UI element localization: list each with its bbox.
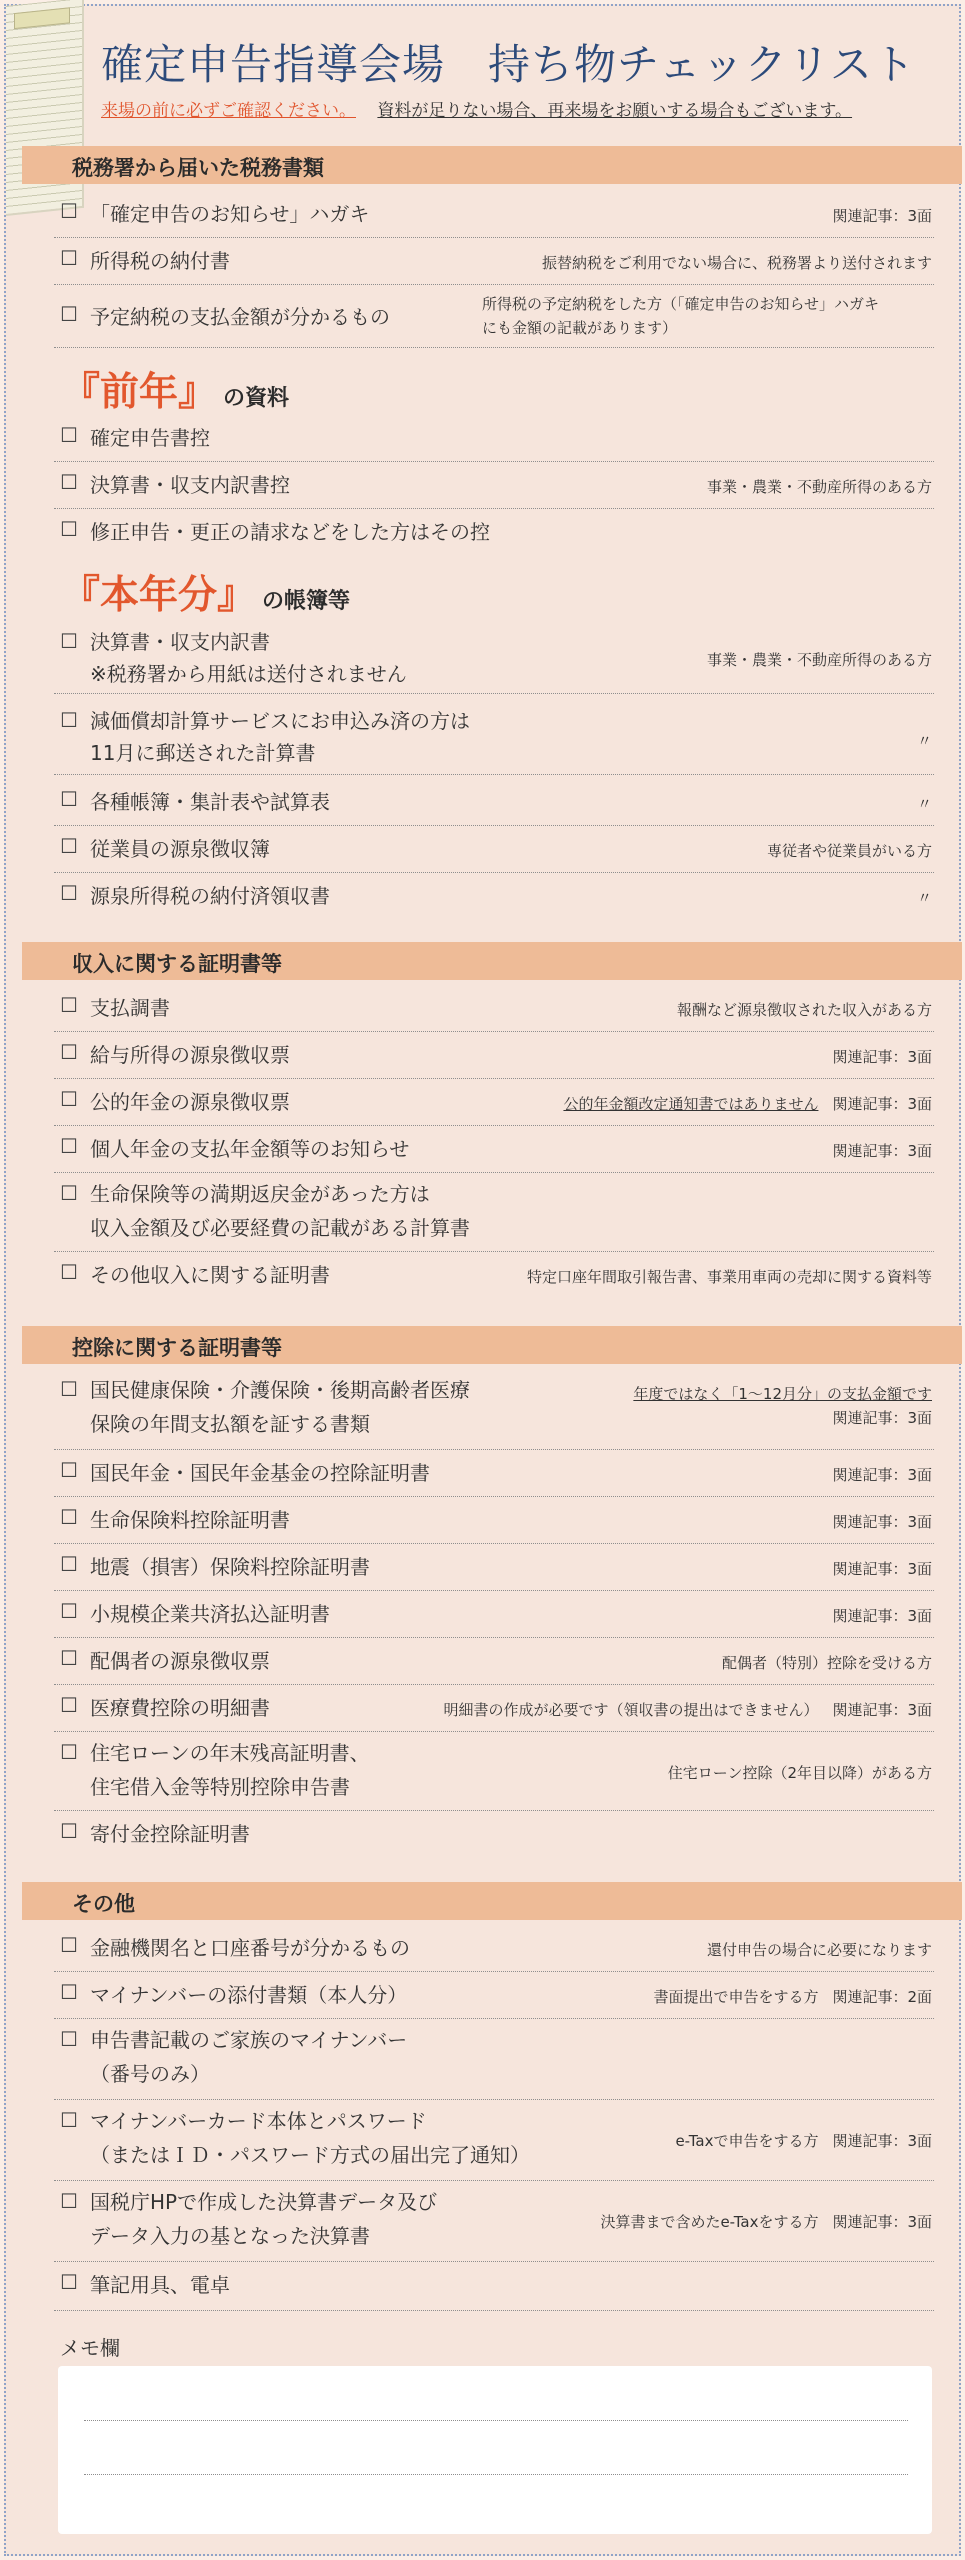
checklist-item[interactable]: ☐ 修正申告・更正の請求などをした方はその控 <box>60 517 490 544</box>
section-previous-year: 『前年』 の資料 <box>61 369 290 415</box>
checklist-item[interactable]: ☐ 「確定申告のお知らせ」ハガキ 関連記事：3面 <box>54 194 934 238</box>
checklist-item[interactable]: ☐ 医療費控除の明細書 明細書の作成が必要です（領収書の提出はできません） 関連記事：3面 <box>54 1688 934 1732</box>
memo-line <box>84 2474 908 2475</box>
checkbox-icon[interactable]: ☐ <box>60 629 78 653</box>
memo-label: メモ欄 <box>60 2336 120 2360</box>
checkbox-icon[interactable]: ☐ <box>60 2027 78 2051</box>
checkbox-icon[interactable]: ☐ <box>60 1693 78 1717</box>
checklist-item[interactable]: ☐ 生命保険料控除証明書 関連記事：3面 <box>54 1500 934 1544</box>
warning-text: 来場の前に必ずご確認ください。 <box>101 101 356 121</box>
checklist-item[interactable]: ☐ 国民年金・国民年金基金の控除証明書 関連記事：3面 <box>54 1453 934 1497</box>
checklist-item[interactable]: ☐ 地震（損害）保険料控除証明書 関連記事：3面 <box>54 1547 934 1591</box>
memo-area[interactable] <box>58 2366 932 2534</box>
checklist-item[interactable]: ☐ 予定納税の支払金額が分かるもの 所得税の予定納税をした方（「確定申告のお知らせ」ハガキ にも金額の記載があります） <box>54 288 934 348</box>
checkbox-icon[interactable]: ☐ <box>60 2189 78 2213</box>
section-tax-office-docs: 税務署から届いた税務書類 <box>22 146 962 184</box>
checkbox-icon[interactable]: ☐ <box>60 1646 78 1670</box>
checklist-page <box>4 4 961 2556</box>
checkbox-icon[interactable]: ☐ <box>60 787 78 811</box>
page-title: 確定申告指導会場 持ち物チェックリスト <box>101 40 916 89</box>
checkbox-icon[interactable]: ☐ <box>60 1087 78 1111</box>
checkbox-icon[interactable]: ☐ <box>60 1740 78 1764</box>
checkbox-icon[interactable]: ☐ <box>60 1552 78 1576</box>
checkbox-icon[interactable]: ☐ <box>60 2270 78 2294</box>
memo-line <box>84 2420 908 2421</box>
checklist-item[interactable]: ☐ 住宅ローンの年末残高証明書、 住宅借入金等特別控除申告書 住宅ローン控除（2年目以降）がある方 <box>54 1735 934 1811</box>
checkbox-icon[interactable]: ☐ <box>60 470 78 494</box>
checklist-item[interactable]: ☐ 個人年金の支払年金額等のお知らせ 関連記事：3面 <box>54 1129 934 1173</box>
checkbox-icon[interactable]: ☐ <box>60 199 78 223</box>
checklist-item[interactable]: ☐ 国民健康保険・介護保険・後期高齢者医療 保険の年間支払額を証する書類 年度ではなく「1～12月分」の支払金額です 関連記事：3面 <box>54 1372 934 1450</box>
checkbox-icon[interactable]: ☐ <box>60 1377 78 1401</box>
section-income-certificates: 収入に関する証明書等 <box>22 942 962 980</box>
checkbox-icon[interactable]: ☐ <box>60 993 78 1017</box>
checkbox-icon[interactable]: ☐ <box>60 2108 78 2132</box>
checklist-item[interactable]: ☐ 確定申告書控 <box>54 418 934 462</box>
checkbox-icon[interactable]: ☐ <box>60 1599 78 1623</box>
checkbox-icon[interactable]: ☐ <box>60 834 78 858</box>
checklist-item[interactable]: ☐ 寄付金控除証明書 <box>60 1819 250 1846</box>
checkbox-icon[interactable]: ☐ <box>60 1181 78 1205</box>
checklist-item[interactable]: ☐ 給与所得の源泉徴収票 関連記事：3面 <box>54 1035 934 1079</box>
checkbox-icon[interactable]: ☐ <box>60 1260 78 1284</box>
checklist-item[interactable]: ☐ 源泉所得税の納付済領収書 〃 <box>60 881 932 908</box>
checklist-item[interactable]: ☐ 申告書記載のご家族のマイナンバー （番号のみ） <box>54 2022 934 2100</box>
checkbox-icon[interactable]: ☐ <box>60 708 78 732</box>
checkbox-icon[interactable]: ☐ <box>60 517 78 541</box>
checklist-item[interactable]: ☐ マイナンバーの添付書類（本人分） 書面提出で申告をする方 関連記事：2面 <box>54 1975 934 2019</box>
notice-text: 資料が足りない場合、再来場をお願いする場合もございます。 <box>377 101 853 121</box>
checklist-item[interactable]: ☐ 生命保険等の満期返戻金があった方は 収入金額及び必要経費の記載がある計算書 <box>54 1176 934 1252</box>
checkbox-icon[interactable]: ☐ <box>60 1040 78 1064</box>
checkbox-icon[interactable]: ☐ <box>60 1458 78 1482</box>
checklist-item[interactable]: ☐ 配偶者の源泉徴収票 配偶者（特別）控除を受ける方 <box>54 1641 934 1685</box>
checklist-item[interactable]: ☐ 支払調書 報酬など源泉徴収された収入がある方 <box>54 988 934 1032</box>
checklist-item[interactable]: ☐ 金融機関名と口座番号が分かるもの 還付申告の場合に必要になります <box>54 1928 934 1972</box>
checkbox-icon[interactable]: ☐ <box>60 1505 78 1529</box>
checkbox-icon[interactable]: ☐ <box>60 1980 78 2004</box>
checkbox-icon[interactable]: ☐ <box>60 1134 78 1158</box>
checkbox-icon[interactable]: ☐ <box>60 1933 78 1957</box>
checkbox-icon[interactable]: ☐ <box>60 423 78 447</box>
checklist-item[interactable]: ☐ 所得税の納付書 振替納税をご利用でない場合に、税務署より送付されます <box>54 241 934 285</box>
checklist-item[interactable]: ☐ 小規模企業共済払込証明書 関連記事：3面 <box>54 1594 934 1638</box>
checkbox-icon[interactable]: ☐ <box>60 881 78 905</box>
checklist-item[interactable]: ☐ 減価償却計算サービスにお申込み済の方は 11月に郵送された計算書 〃 <box>54 703 934 775</box>
checklist-item[interactable]: ☐ その他収入に関する証明書 特定口座年間取引報告書、事業用車両の売却に関する資料等 <box>60 1260 932 1287</box>
checklist-item[interactable]: ☐ 決算書・収支内訳書 ※税務署から用紙は送付されません 事業・農業・不動産所得のある方 <box>54 624 934 694</box>
checkbox-icon[interactable]: ☐ <box>60 302 78 326</box>
checklist-item[interactable]: ☐ 従業員の源泉徴収簿 専従者や従業員がいる方 <box>54 829 934 873</box>
checklist-item[interactable]: ☐ 公的年金の源泉徴収票 公的年金額改定通知書ではありません 関連記事：3面 <box>54 1082 934 1126</box>
checklist-item[interactable]: ☐ 筆記用具、電卓 <box>54 2265 934 2311</box>
checklist-item[interactable]: ☐ 各種帳簿・集計表や試算表 〃 <box>54 782 934 826</box>
section-current-year: 『本年分』 の帳簿等 <box>61 572 351 618</box>
checkbox-icon[interactable]: ☐ <box>60 246 78 270</box>
subtitle <box>101 96 951 121</box>
section-deduction-certificates: 控除に関する証明書等 <box>22 1326 962 1364</box>
checklist-item[interactable]: ☐ 国税庁HPで作成した決算書データ及び データ入力の基となった決算書 決算書まで含めたe-Taxをする方 関連記事：3面 <box>54 2184 934 2262</box>
section-others: その他 <box>22 1882 962 1920</box>
checklist-item[interactable]: ☐ マイナンバーカード本体とパスワード （またはＩＤ・パスワード方式の届出完了通知） e-Taxで申告をする方 関連記事：3面 <box>54 2103 934 2181</box>
checkbox-icon[interactable]: ☐ <box>60 1819 78 1843</box>
checklist-item[interactable]: ☐ 決算書・収支内訳書控 事業・農業・不動産所得のある方 <box>54 465 934 509</box>
